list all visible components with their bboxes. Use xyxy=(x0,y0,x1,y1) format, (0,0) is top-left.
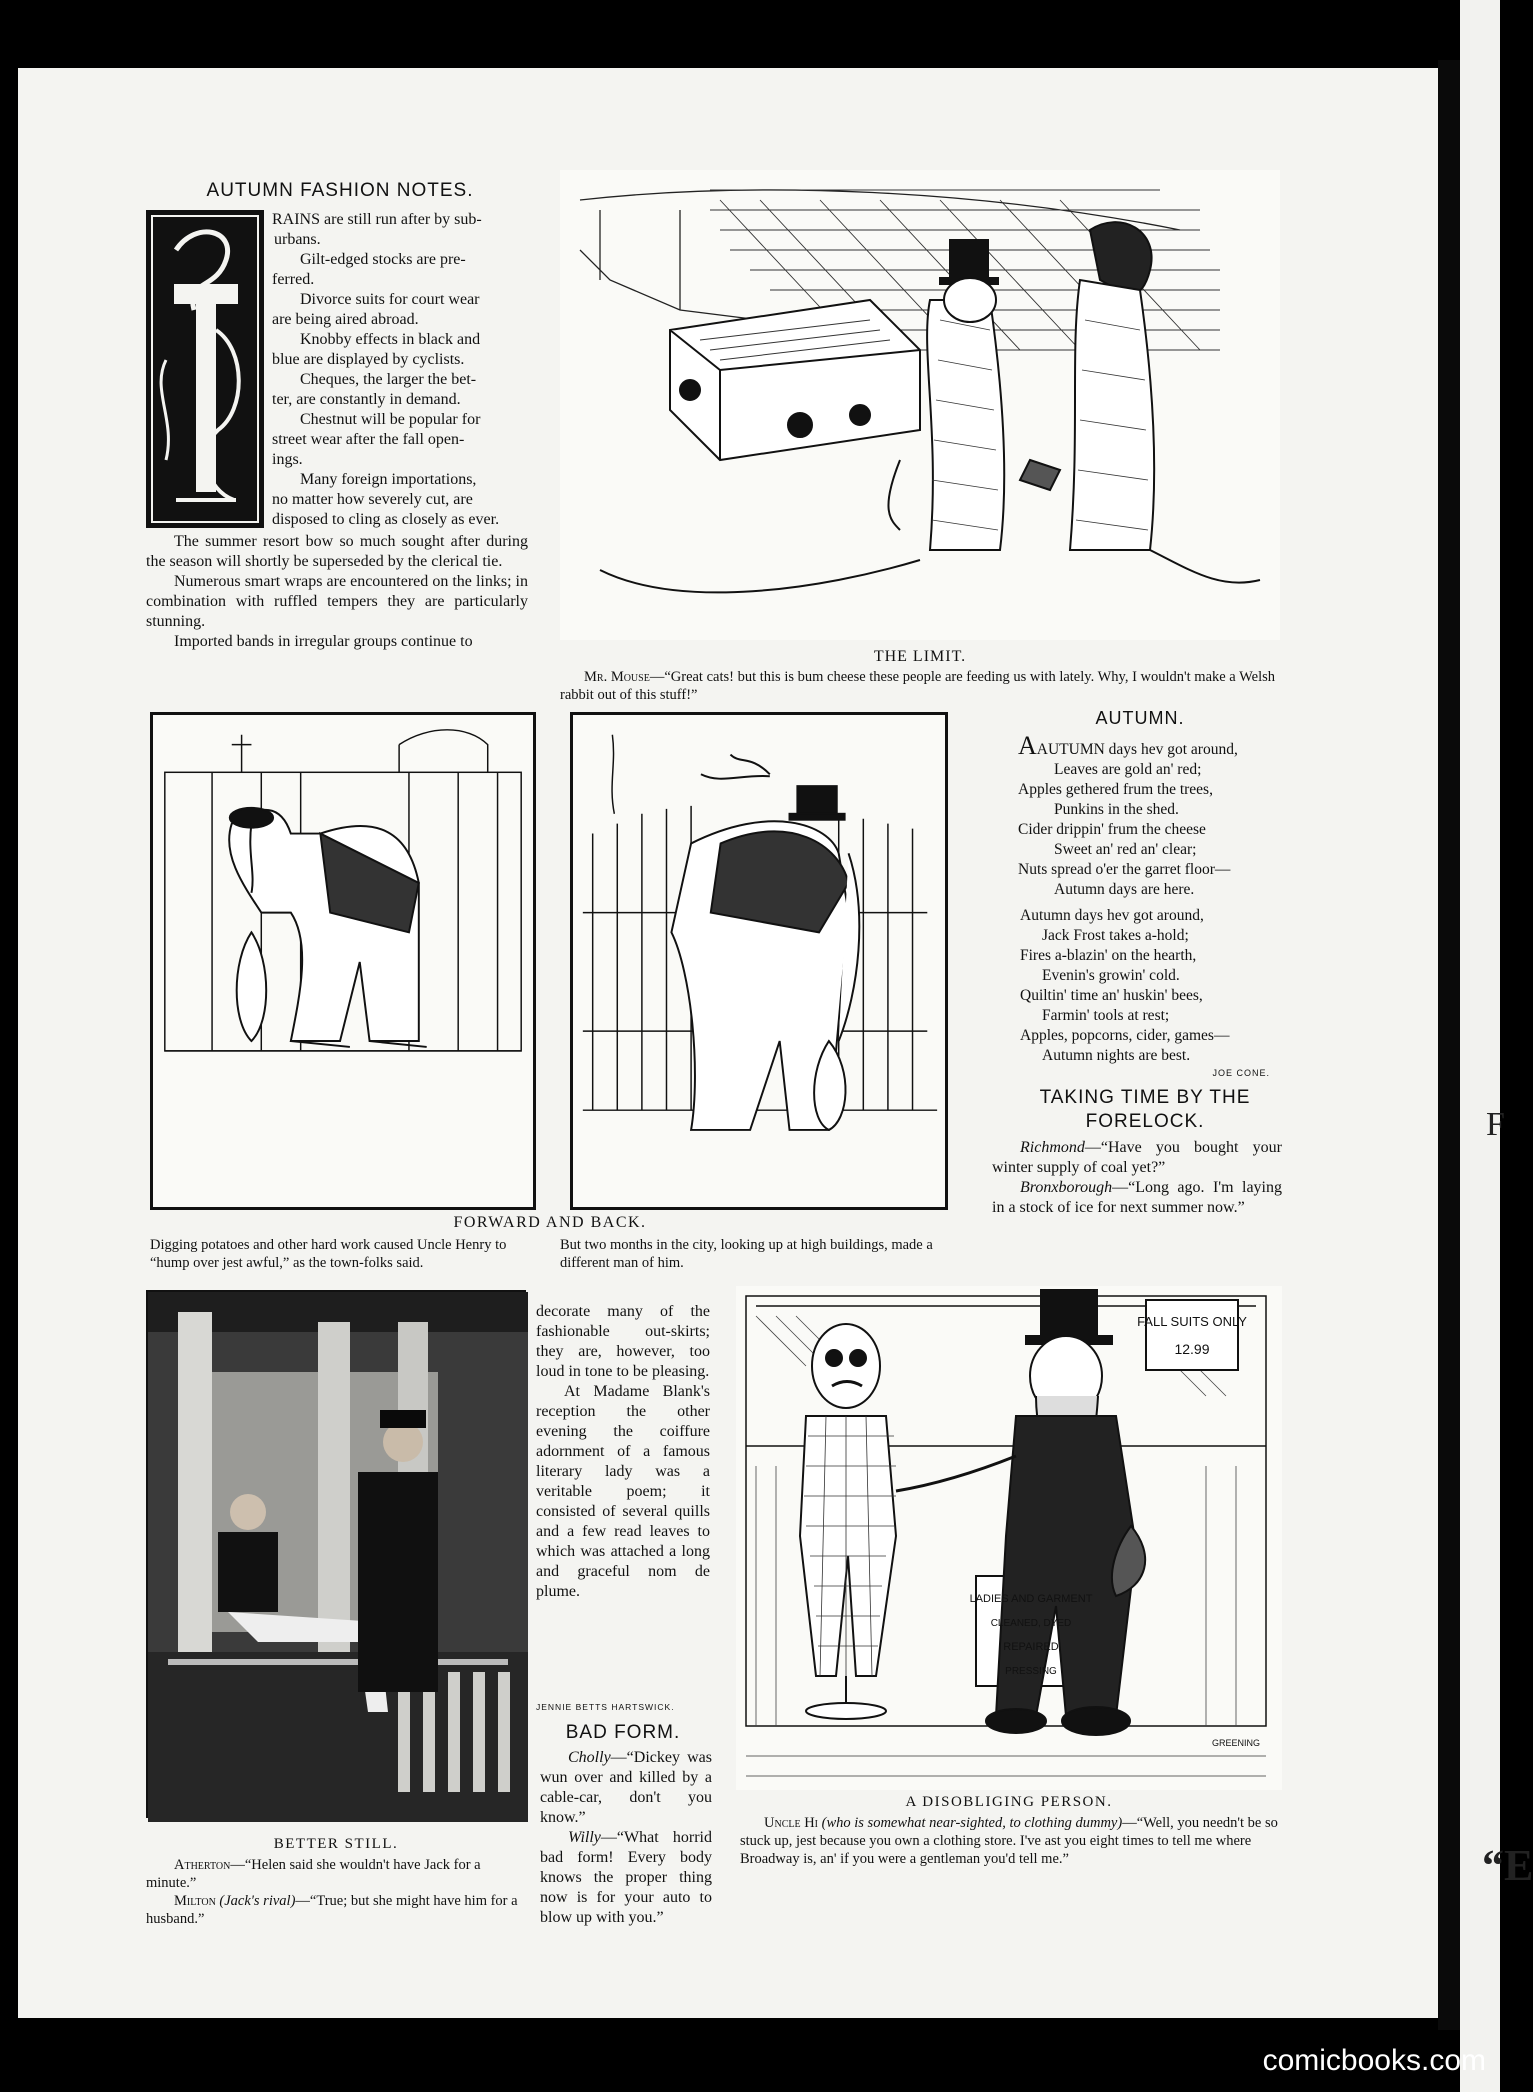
bad-form-text xyxy=(540,1748,712,1928)
fashion-paragraph: Imported bands in irregular groups continue to xyxy=(174,633,473,650)
poem-line: Autumn days hev got around, xyxy=(1020,907,1204,924)
speaker-name: Uncle Hi xyxy=(764,1815,819,1831)
forward-panel xyxy=(150,712,536,1210)
dialogue-text: —“Helen said she wouldn't have Jack for a minute.” xyxy=(146,1857,481,1891)
fashion-wide-text xyxy=(146,532,528,652)
poem-line: Autumn nights are best. xyxy=(1042,1047,1191,1064)
speaker-name: Atherton xyxy=(174,1857,231,1873)
poem-line: Punkins in the shed. xyxy=(1054,801,1179,818)
dialogue-text: —“What horrid bad form! Every body knows the proper thing now is for your auto to blow up with you.” xyxy=(540,1829,712,1926)
dialogue-text: —“Long ago. I'm laying in a stock of ice for next summer now.” xyxy=(992,1179,1282,1216)
fashion-title: AUTUMN FASHION NOTES. xyxy=(206,180,474,201)
dialogue-line xyxy=(992,1138,1282,1178)
poem-line: Evenin's growin' cold. xyxy=(1042,967,1180,984)
fashion-line: Knobby effects in black and xyxy=(300,331,481,348)
disobliging-title: A DISOBLIGING PERSON. xyxy=(905,1794,1113,1810)
dialogue-text: —“Have you bought your winter supply of coal yet?” xyxy=(992,1139,1282,1176)
fashion-narrow-text xyxy=(272,210,528,530)
caption-text: —“Well, you needn't be so stuck up, jest because you own a clothing store. I've ast you eight times to tell me where Broadway is, an' if you were a gentleman you'd tell me.” xyxy=(740,1815,1278,1867)
watermark-text: comicbooks.com xyxy=(1262,2044,1486,2077)
fashion-paragraph: Numerous smart wraps are encountered on the links; in combination with ruffled tempers they are particularly stunning. xyxy=(146,573,528,630)
dialogue-line xyxy=(540,1748,712,1828)
poem-line: Apples gethered frum the trees, xyxy=(1018,781,1213,798)
dialogue-line xyxy=(146,1856,526,1892)
fashion-line: disposed to cling as closely as ever. xyxy=(272,511,500,528)
speaker-name: Milton xyxy=(174,1893,216,1909)
poem-author: JOE CONE. xyxy=(1212,1068,1270,1078)
better-still-title: BETTER STILL. xyxy=(273,1836,399,1852)
sign-cleaned: CLEANED, DYED xyxy=(990,1618,1072,1629)
sign-pressing: PRESSING xyxy=(1005,1666,1057,1677)
fashion-line: are being aired abroad. xyxy=(272,311,419,328)
fashion-line: ferred. xyxy=(272,271,315,288)
poem-line: Nuts spread o'er the garret floor— xyxy=(1018,861,1231,878)
poem-line xyxy=(1018,731,1298,760)
artist-signature: GREENING xyxy=(1211,1738,1261,1748)
poem-line: Sweet an' red an' clear; xyxy=(1054,841,1197,858)
speaker-note: (Jack's rival) xyxy=(219,1893,296,1909)
speaker-name: Willy xyxy=(568,1829,601,1846)
fashion-continued xyxy=(536,1302,710,1602)
fashion-paragraph: decorate many of the fashionable out-skirts; they are, however, too loud in tone to be pleasing. xyxy=(536,1303,710,1380)
the-limit-caption xyxy=(560,668,1280,704)
disobliging-person-cartoon xyxy=(736,1286,1282,1790)
fashion-line: ter, are constantly in demand. xyxy=(272,391,461,408)
caption-text: “Great cats! but this is bum cheese these people are feeding us with lately. Why, I wouldn't make a Welsh rabbit out of this stuff!” xyxy=(560,669,1275,703)
dialogue-line xyxy=(992,1178,1282,1218)
dialogue-text: —“Dickey was wun over and killed by a cable-car, don't you know.” xyxy=(540,1749,712,1826)
fashion-line: ings. xyxy=(272,451,303,468)
dialogue-line xyxy=(146,1892,526,1928)
better-still-photo xyxy=(146,1290,526,1818)
poem-line: Cider drippin' frum the cheese xyxy=(1018,821,1206,838)
sign-repaired: REPAIRED xyxy=(1003,1641,1059,1653)
fashion-line: RAINS are still run after by sub- xyxy=(272,211,482,228)
back-caption: But two months in the city, looking up at high buildings, made a different man of him. xyxy=(560,1237,933,1271)
fashion-line: urbans. xyxy=(274,231,321,248)
the-limit-cartoon xyxy=(560,170,1280,640)
poem-line: Quiltin' time an' huskin' bees, xyxy=(1020,987,1203,1004)
fashion-paragraph: The summer resort bow so much sought after during the season will shortly be superseded by the clerical tie. xyxy=(146,533,528,570)
fashion-line: Chestnut will be popular for xyxy=(300,411,481,428)
page-gutter xyxy=(1438,60,1460,2030)
the-limit-title: THE LIMIT. xyxy=(873,648,967,665)
fashion-line: Gilt-edged stocks are pre- xyxy=(300,251,466,268)
dialogue-line xyxy=(540,1828,712,1928)
poem-line: Leaves are gold an' red; xyxy=(1054,761,1202,778)
forelock-text xyxy=(992,1138,1282,1218)
fashion-line: street wear after the fall open- xyxy=(272,431,465,448)
forelock-title xyxy=(995,1086,1295,1134)
poem-line: Jack Frost takes a-hold; xyxy=(1042,927,1189,944)
forelock-title-line-2: FORELOCK. xyxy=(1085,1111,1205,1132)
poem-line: Fires a-blazin' on the hearth, xyxy=(1020,947,1197,964)
fashion-line: no matter how severely cut, are xyxy=(272,491,473,508)
poem-line-rest: AUTUMN days hev got around, xyxy=(1036,741,1238,758)
sign-price: 12.99 xyxy=(1174,1341,1210,1357)
autumn-poem-title: AUTUMN. xyxy=(1095,708,1185,728)
disobliging-caption xyxy=(740,1814,1282,1868)
autumn-poem-stanza-1 xyxy=(1018,731,1298,900)
poem-line: Autumn days are here. xyxy=(1054,881,1195,898)
poem-line: Farmin' tools at rest; xyxy=(1042,1007,1170,1024)
adjacent-page-edge xyxy=(1460,0,1500,2092)
speaker-name: Cholly xyxy=(568,1749,611,1766)
fashion-author: JENNIE BETTS HARTSWICK. xyxy=(536,1702,675,1712)
bad-form-title: BAD FORM. xyxy=(565,1722,681,1743)
sign-fall-suits: FALL SUITS ONLY xyxy=(1137,1314,1247,1329)
fashion-line: Many foreign importations, xyxy=(300,471,477,488)
fashion-line: Divorce suits for court wear xyxy=(300,291,480,308)
better-still-caption xyxy=(146,1856,526,1928)
speaker-name: Mr. Mouse— xyxy=(584,669,665,685)
dialogue-text: —“True; but she might have him for a husband.” xyxy=(146,1893,518,1927)
speaker-name: Bronxborough xyxy=(1020,1179,1113,1196)
back-panel xyxy=(570,712,948,1210)
forward-caption: Digging potatoes and other hard work caused Uncle Henry to “hump over jest awful,” as the town-folks said. xyxy=(150,1237,507,1271)
sign-ladies-garment: LADIES AND GARMENT xyxy=(969,1593,1093,1605)
forward-back-title: FORWARD AND BACK. xyxy=(453,1214,647,1231)
forelock-title-line-1: TAKING TIME BY THE xyxy=(1039,1087,1251,1108)
poem-initial: A xyxy=(1018,731,1037,760)
fashion-paragraph: At Madame Blank's reception the other evening the coiffure adornment of a famous literary lady was a veritable poem; it consisted of several quills and a few read leaves to which was attached a long and graceful nom de plume. xyxy=(536,1383,710,1600)
poem-line: Apples, popcorns, cider, games— xyxy=(1020,1027,1230,1044)
stage-direction: (who is somewhat near-sighted, to clothing dummy) xyxy=(821,1815,1123,1831)
autumn-poem-stanza-2 xyxy=(1020,906,1300,1066)
drop-cap-t-ornament xyxy=(146,210,264,528)
speaker-name: Richmond xyxy=(1020,1139,1085,1156)
fashion-line: blue are displayed by cyclists. xyxy=(272,351,465,368)
fashion-line: Cheques, the larger the bet- xyxy=(300,371,477,388)
